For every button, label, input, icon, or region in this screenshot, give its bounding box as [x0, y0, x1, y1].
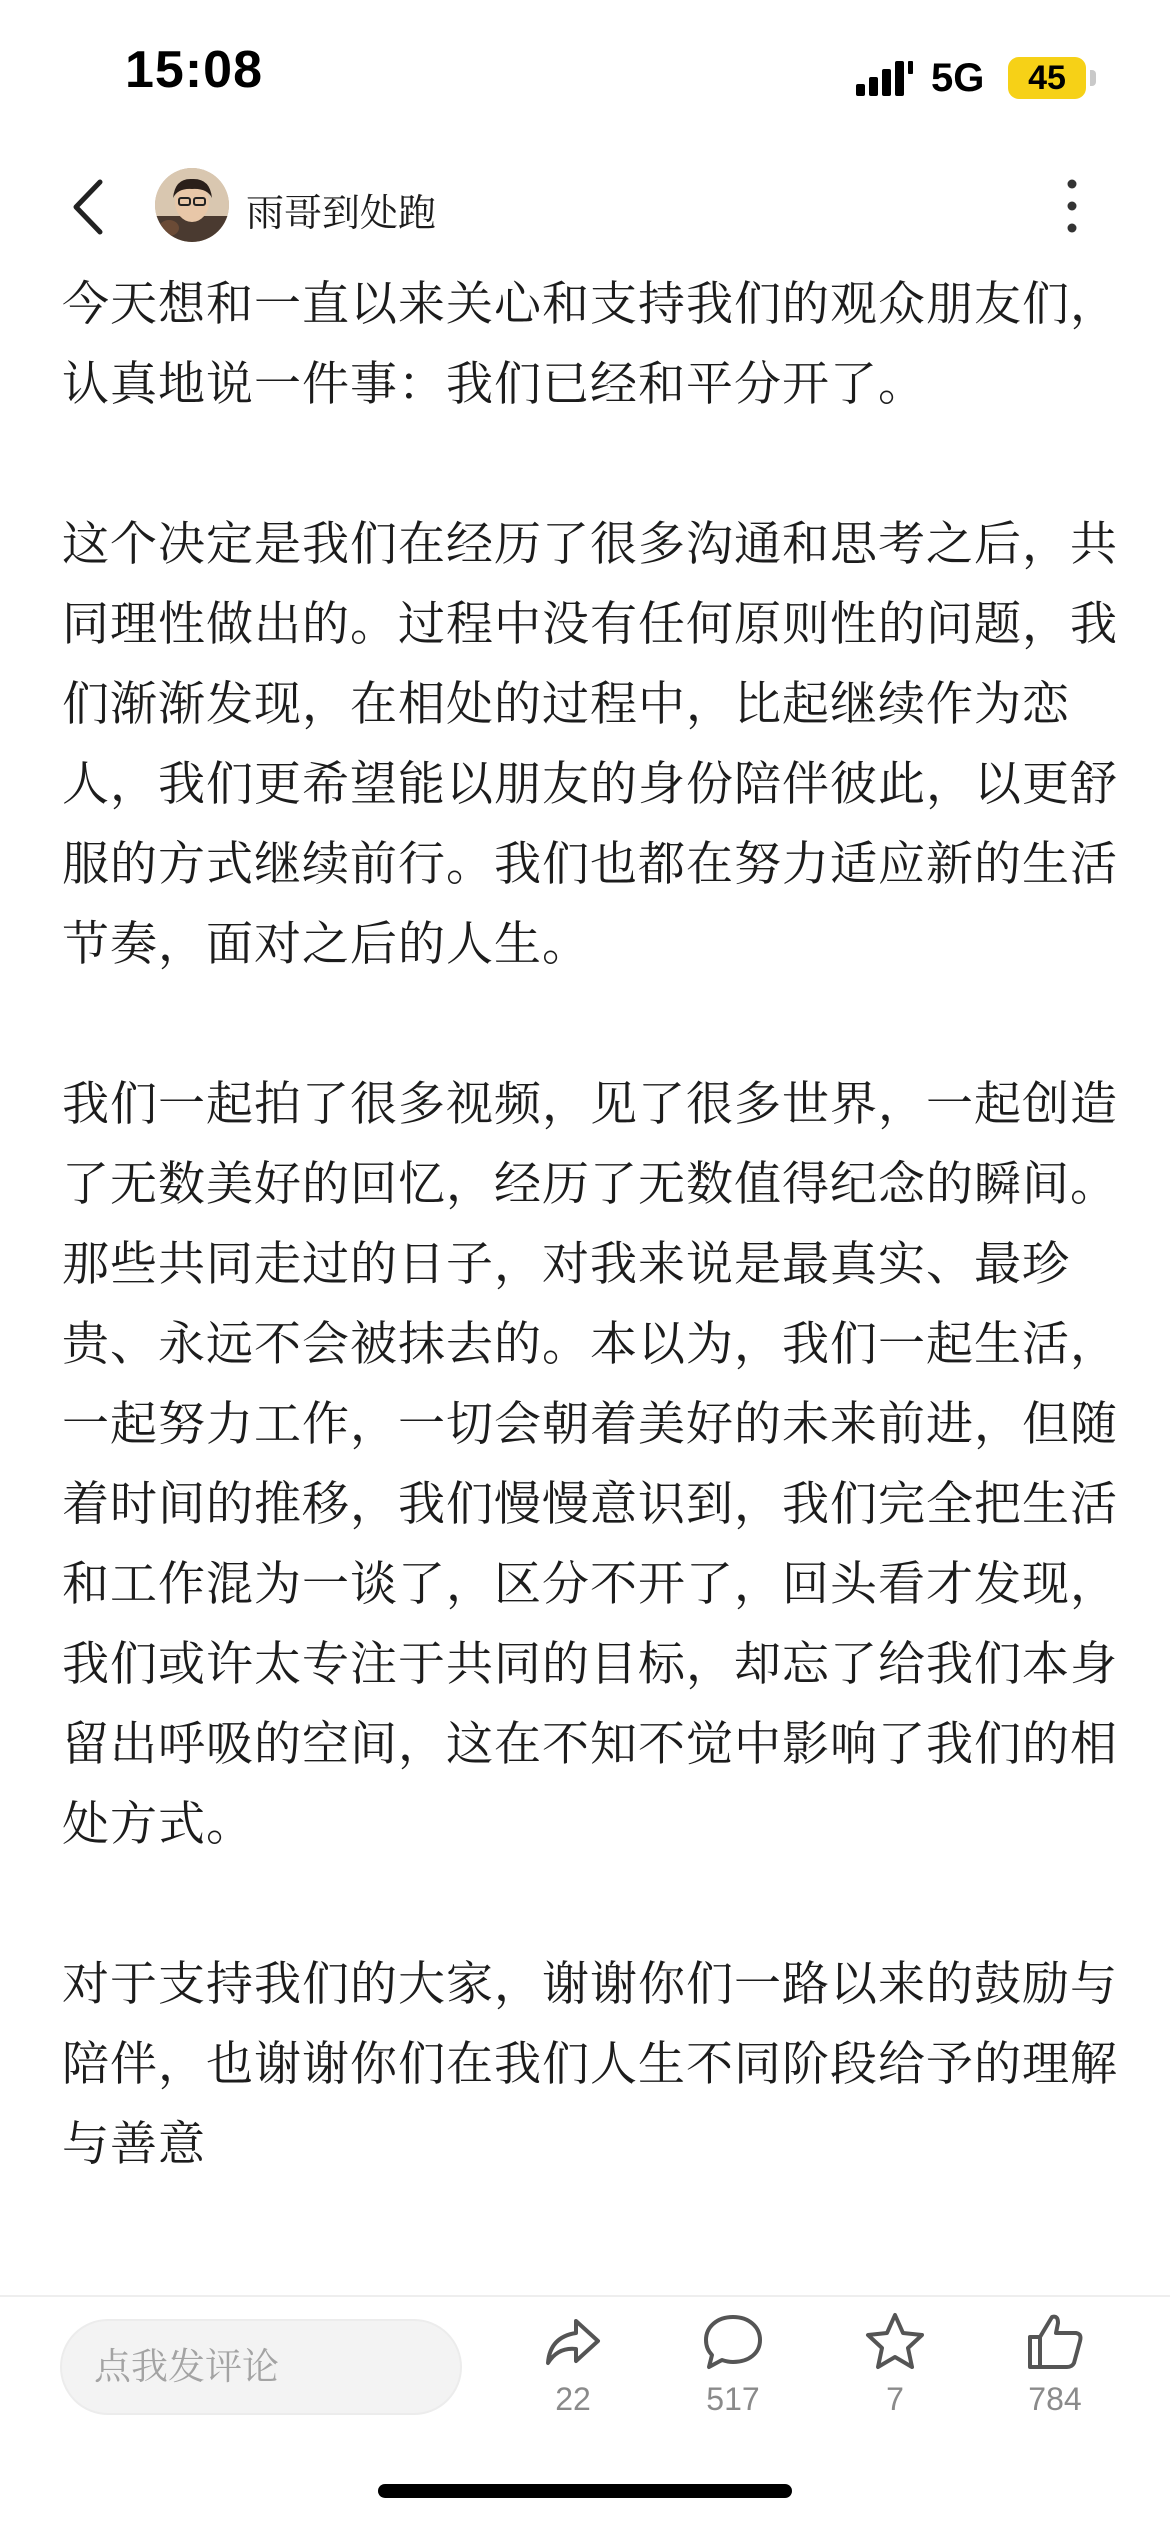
- article-paragraph: 今天想和一直以来关心和支持我们的观众朋友们，认真地说一件事：我们已经和平分开了。: [62, 277, 1118, 412]
- comment-input[interactable]: 点我发评论: [60, 2319, 462, 2415]
- author-name[interactable]: 雨哥到处跑: [246, 191, 437, 235]
- chevron-left-icon[interactable]: [60, 172, 120, 242]
- battery-level: 45: [1028, 59, 1066, 97]
- like-count: 784: [1028, 2381, 1082, 2417]
- nav-bar: [0, 150, 1170, 270]
- status-time: 15:08: [125, 41, 263, 99]
- thumbs-up-icon: [1020, 2307, 1090, 2377]
- avatar[interactable]: [155, 168, 229, 242]
- status-bar: [0, 0, 1170, 150]
- comment-icon: [698, 2307, 768, 2377]
- share-count: 22: [555, 2381, 591, 2417]
- more-vertical-icon[interactable]: [1050, 170, 1094, 242]
- network-type: 5G: [931, 56, 985, 100]
- like-button[interactable]: [990, 2307, 1120, 2437]
- article-paragraph: 对于支持我们的大家，谢谢你们一路以来的鼓励与陪伴，也谢谢你们在我们人生不同阶段给予的理解与善意: [62, 1957, 1118, 2172]
- favorite-button[interactable]: [830, 2307, 960, 2437]
- favorite-count: 7: [886, 2381, 904, 2417]
- comment-button[interactable]: [668, 2307, 798, 2437]
- bottom-action-bar: [0, 2295, 1170, 2534]
- article-body: [62, 265, 1122, 2290]
- comment-count: 517: [706, 2381, 760, 2417]
- star-icon: [860, 2307, 930, 2377]
- share-icon: [538, 2307, 608, 2377]
- avatar-image: [155, 168, 229, 242]
- signal-icon: [856, 58, 916, 98]
- home-indicator: [378, 2484, 792, 2498]
- battery-icon: [1008, 57, 1096, 99]
- share-button[interactable]: [508, 2307, 638, 2437]
- article-paragraph: 我们一起拍了很多视频，见了很多世界，一起创造了无数美好的回忆，经历了无数值得纪念的瞬间。那些共同走过的日子，对我来说是最真实、最珍贵、永远不会被抹去的。本以为，我们一起生活，一起努力工作，一切会朝着美好的未来前进，但随着时间的推移，我们慢慢意识到，我们完全把生活和工作混为一谈了，区分不开了，回头看才发现，我们或许太专注于共同的目标，却忘了给我们本身留出呼吸的空间，这在不知不觉中影响了我们的相处方式。: [62, 1077, 1118, 1852]
- article-paragraph: 这个决定是我们在经历了很多沟通和思考之后，共同理性做出的。过程中没有任何原则性的问题，我们渐渐发现，在相处的过程中，比起继续作为恋人，我们更希望能以朋友的身份陪伴彼此，以更舒服的方式继续前行。我们也都在努力适应新的生活节奏，面对之后的人生。: [62, 517, 1118, 972]
